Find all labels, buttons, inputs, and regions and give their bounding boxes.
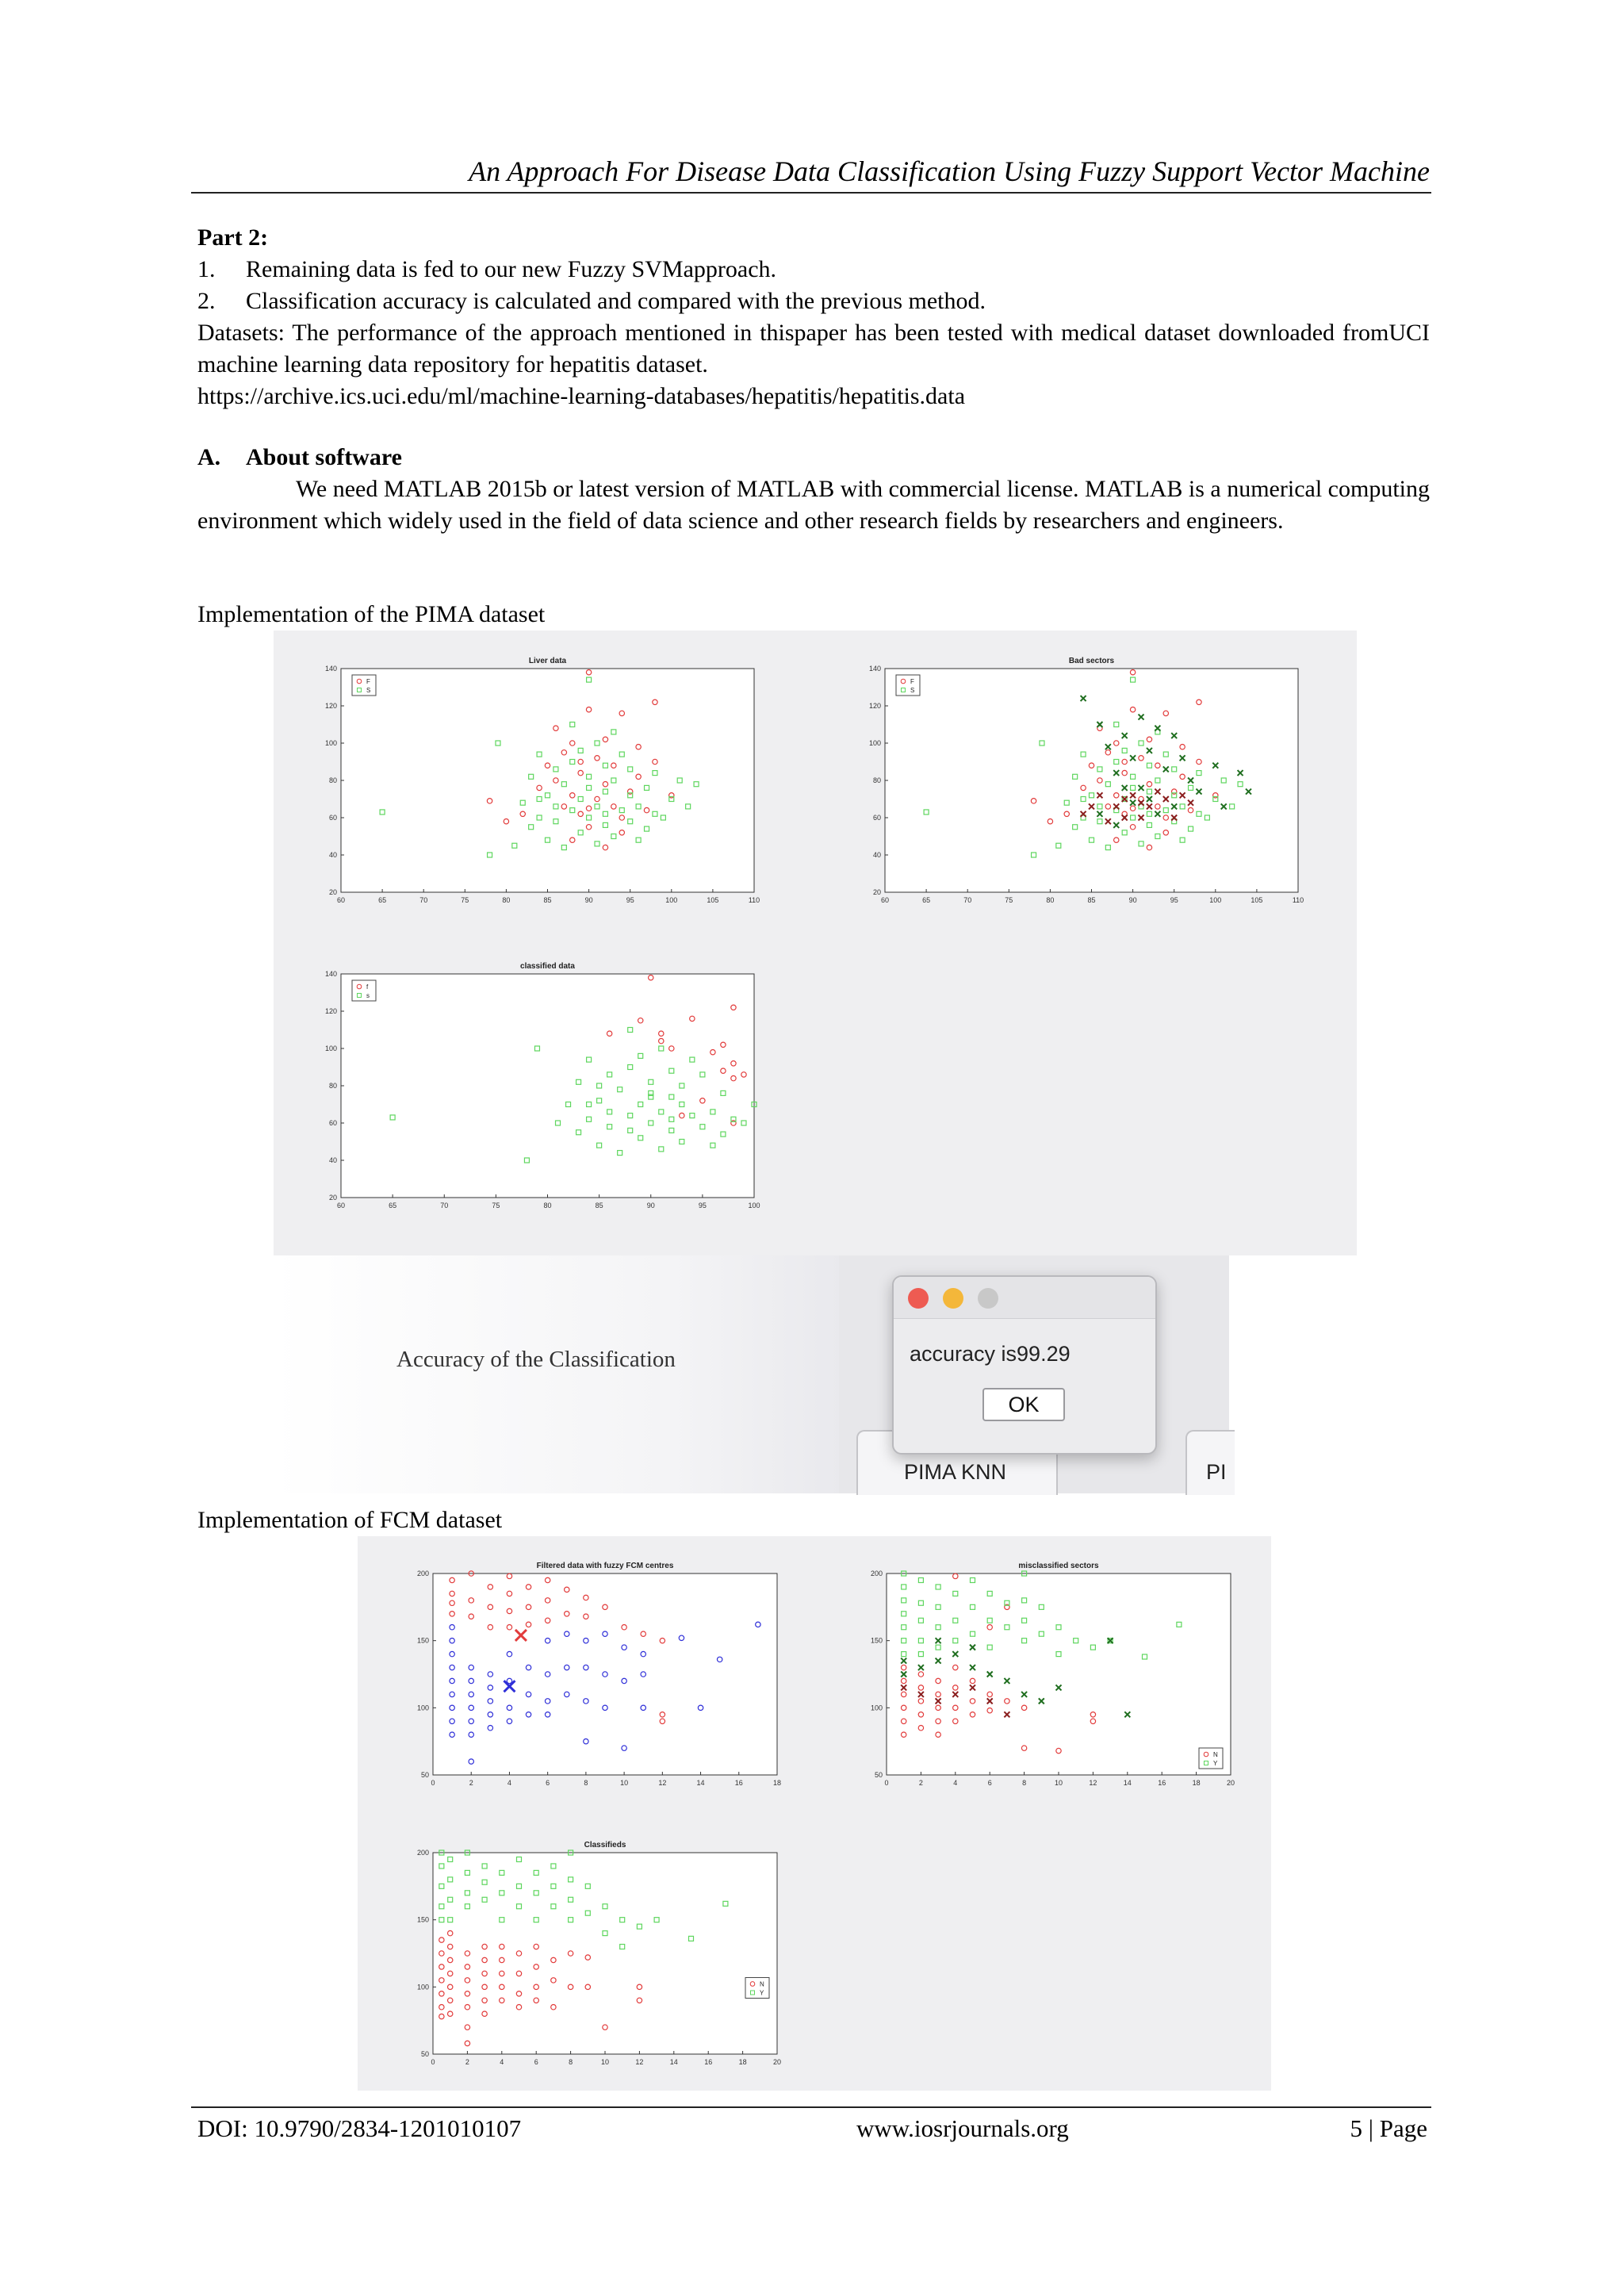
- chart-title: Classifieds: [584, 1841, 626, 1849]
- x-tick-label: 95: [698, 1202, 707, 1209]
- x-tick-label: 65: [378, 896, 387, 904]
- plot-area: [433, 1853, 777, 2054]
- pima-charts: [274, 631, 1357, 1255]
- x-tick-label: 100: [748, 1202, 760, 1209]
- legend-label: f: [366, 983, 369, 991]
- x-tick-label: 70: [963, 896, 972, 904]
- legend-box: [1199, 1748, 1223, 1769]
- x-tick-label: 18: [772, 1779, 782, 1787]
- x-tick-label: 75: [492, 1202, 500, 1209]
- y-tick-label: 140: [324, 970, 337, 978]
- x-tick-label: 16: [734, 1779, 743, 1787]
- y-tick-label: 50: [420, 1771, 429, 1779]
- legend-label: N: [760, 1980, 764, 1988]
- y-tick-label: 20: [328, 888, 337, 896]
- legend-box: [352, 675, 376, 696]
- chart-title: Liver data: [528, 657, 567, 665]
- close-icon[interactable]: [908, 1288, 929, 1309]
- y-tick-label: 100: [416, 1983, 429, 1991]
- legend-label: F: [910, 678, 914, 685]
- x-tick-label: 70: [440, 1202, 449, 1209]
- part2-heading: Part 2:: [197, 224, 269, 251]
- y-tick-label: 40: [328, 851, 337, 859]
- software-paragraph: We need MATLAB 2015b or latest version of MATLAB with commercial license. MATLAB is a numerical computing environment which widely used in the field of data science and other research fields by researchers and engineers.: [197, 476, 1430, 534]
- y-tick-label: 200: [870, 1570, 883, 1577]
- x-tick-label: 12: [1089, 1779, 1097, 1787]
- x-tick-label: 18: [738, 2058, 747, 2066]
- x-tick-label: 2: [469, 1779, 473, 1787]
- accuracy-panel: [274, 1255, 1229, 1493]
- x-tick-label: 10: [620, 1779, 629, 1787]
- x-tick-label: 80: [543, 1202, 552, 1209]
- plot-area: [885, 669, 1298, 892]
- part2-item-2-text: Classification accuracy is calculated and compared with the previous method.: [246, 288, 986, 314]
- chart-title: classified data: [520, 962, 575, 971]
- tab-pi[interactable]: [1185, 1430, 1235, 1495]
- x-tick-label: 10: [1054, 1779, 1063, 1787]
- pima-figure: [274, 631, 1357, 1255]
- accuracy-backdrop: [274, 1255, 841, 1493]
- x-tick-label: 85: [595, 1202, 603, 1209]
- x-tick-label: 14: [669, 2058, 678, 2066]
- tab-pi-label: PI: [1206, 1460, 1227, 1484]
- x-tick-label: 12: [658, 1779, 667, 1787]
- legend-label: S: [366, 687, 371, 694]
- footer-doi: DOI: 10.9790/2834-1201010107: [197, 2114, 522, 2142]
- y-tick-label: 140: [324, 665, 337, 673]
- x-tick-label: 12: [635, 2058, 644, 2066]
- y-tick-label: 200: [416, 1849, 429, 1857]
- y-tick-label: 40: [872, 851, 881, 859]
- chart-4: [871, 1562, 1235, 1787]
- y-tick-label: 100: [868, 739, 881, 747]
- legend-box: [896, 675, 920, 696]
- y-tick-label: 50: [420, 2050, 429, 2058]
- x-tick-label: 20: [772, 2058, 782, 2066]
- plot-area: [887, 1573, 1231, 1775]
- x-tick-label: 14: [1123, 1779, 1132, 1787]
- part2-item-1-text: Remaining data is fed to our new Fuzzy SVMapproach.: [246, 256, 777, 282]
- legend-label: S: [910, 687, 915, 694]
- y-tick-label: 60: [328, 814, 337, 822]
- y-tick-label: 100: [324, 739, 337, 747]
- datasets-paragraph: Datasets: The performance of the approach mentioned in thispaper has been tested with medical dataset downloaded fromUCI machine learning data repository for hepatitis dataset.: [197, 320, 1430, 378]
- y-tick-label: 100: [870, 1704, 883, 1712]
- y-tick-label: 150: [870, 1636, 883, 1645]
- legend-box: [745, 1977, 769, 1998]
- chart-title: Filtered data with fuzzy FCM centres: [536, 1562, 674, 1570]
- x-tick-label: 100: [665, 896, 678, 904]
- legend-label: N: [1213, 1751, 1218, 1758]
- x-tick-label: 0: [884, 1779, 889, 1787]
- x-tick-label: 4: [507, 1779, 511, 1787]
- y-tick-label: 80: [328, 1082, 337, 1090]
- y-tick-label: 60: [328, 1119, 337, 1127]
- fcm-caption: Implementation of FCM dataset: [197, 1507, 503, 1533]
- x-tick-label: 0: [431, 1779, 435, 1787]
- legend-label: Y: [1213, 1760, 1218, 1767]
- dialog-message: accuracy is99.29: [910, 1342, 1071, 1366]
- chart-1: [869, 657, 1304, 904]
- fcm-charts: [358, 1536, 1271, 2091]
- x-tick-label: 8: [584, 1779, 588, 1787]
- y-tick-label: 80: [872, 776, 881, 784]
- x-tick-label: 65: [922, 896, 931, 904]
- accuracy-dialog: [892, 1275, 1157, 1455]
- x-tick-label: 4: [500, 2058, 504, 2066]
- fcm-figure: [358, 1536, 1271, 2091]
- header-rule: [191, 192, 1431, 194]
- y-tick-label: 100: [324, 1045, 337, 1052]
- x-tick-label: 90: [584, 896, 593, 904]
- chart-title: Bad sectors: [1068, 657, 1115, 665]
- tab-pima-knn-label: PIMA KNN: [904, 1460, 1007, 1484]
- legend-label: F: [366, 678, 370, 685]
- legend-label: Y: [760, 1989, 764, 1997]
- chart-3: [417, 1562, 781, 1787]
- y-tick-label: 20: [872, 888, 881, 896]
- x-tick-label: 75: [461, 896, 469, 904]
- zoom-icon[interactable]: [978, 1288, 998, 1309]
- software-heading: About software: [246, 444, 402, 470]
- y-tick-label: 50: [874, 1771, 883, 1779]
- y-tick-label: 100: [416, 1704, 429, 1712]
- x-tick-label: 8: [1022, 1779, 1027, 1787]
- x-tick-label: 6: [534, 2058, 538, 2066]
- ok-button[interactable]: OK: [982, 1388, 1065, 1421]
- x-tick-label: 90: [646, 1202, 655, 1209]
- y-tick-label: 80: [328, 776, 337, 784]
- dataset-url[interactable]: https://archive.ics.uci.edu/ml/machine-learning-databases/hepatitis/hepatitis.data: [197, 383, 966, 409]
- chart-5: [417, 1841, 781, 2066]
- x-tick-label: 10: [600, 2058, 610, 2066]
- chart-title: misclassified sectors: [1018, 1562, 1099, 1570]
- footer-rule: [191, 2106, 1431, 2108]
- x-tick-label: 100: [1209, 896, 1222, 904]
- pima-caption: Implementation of the PIMA dataset: [197, 601, 546, 627]
- legend-label: s: [366, 992, 370, 999]
- part2-item-2-num: 2.: [197, 288, 216, 314]
- x-tick-label: 90: [1128, 896, 1137, 904]
- y-tick-label: 60: [872, 814, 881, 822]
- x-tick-label: 14: [696, 1779, 705, 1787]
- y-tick-label: 120: [324, 1007, 337, 1015]
- x-tick-label: 80: [1046, 896, 1055, 904]
- x-tick-label: 0: [431, 2058, 435, 2066]
- x-tick-label: 16: [1158, 1779, 1166, 1787]
- chart-2: [325, 962, 760, 1209]
- x-tick-label: 95: [626, 896, 634, 904]
- x-tick-label: 105: [1251, 896, 1263, 904]
- accuracy-caption: Accuracy of the Classification: [396, 1347, 676, 1372]
- plot-area: [341, 669, 754, 892]
- software-heading-num: A.: [197, 444, 221, 470]
- x-tick-label: 105: [707, 896, 719, 904]
- running-title: An Approach For Disease Data Classification Using Fuzzy Support Vector Machine: [469, 155, 1430, 187]
- y-tick-label: 20: [328, 1194, 337, 1202]
- x-tick-label: 16: [704, 2058, 713, 2066]
- plot-area: [341, 974, 754, 1198]
- part2-item-1-num: 1.: [197, 256, 216, 282]
- y-tick-label: 120: [324, 702, 337, 710]
- x-tick-label: 60: [336, 896, 346, 904]
- x-tick-label: 2: [465, 2058, 469, 2066]
- x-tick-label: 60: [336, 1202, 346, 1209]
- x-tick-label: 110: [748, 896, 760, 904]
- x-tick-label: 20: [1226, 1779, 1235, 1787]
- y-tick-label: 150: [416, 1915, 429, 1924]
- x-tick-label: 2: [918, 1779, 923, 1787]
- y-tick-label: 40: [328, 1156, 337, 1164]
- x-tick-label: 80: [502, 896, 511, 904]
- x-tick-label: 85: [543, 896, 552, 904]
- x-tick-label: 95: [1170, 896, 1178, 904]
- x-tick-label: 18: [1192, 1779, 1201, 1787]
- x-tick-label: 70: [419, 896, 428, 904]
- x-tick-label: 4: [953, 1779, 958, 1787]
- footer-page: 5 | Page: [1350, 2114, 1427, 2142]
- y-tick-label: 200: [416, 1570, 429, 1577]
- x-tick-label: 60: [880, 896, 890, 904]
- y-tick-label: 150: [416, 1636, 429, 1645]
- legend-box: [352, 980, 376, 1001]
- minimize-icon[interactable]: [943, 1288, 963, 1309]
- x-tick-label: 6: [546, 1779, 550, 1787]
- plot-area: [433, 1573, 777, 1775]
- chart-0: [325, 657, 760, 904]
- x-tick-label: 75: [1005, 896, 1013, 904]
- x-tick-label: 6: [987, 1779, 992, 1787]
- dialog-titlebar: [894, 1277, 1155, 1319]
- x-tick-label: 8: [569, 2058, 573, 2066]
- footer-site[interactable]: www.iosrjournals.org: [856, 2114, 1069, 2142]
- x-tick-label: 110: [1292, 896, 1304, 904]
- y-tick-label: 120: [868, 702, 881, 710]
- x-tick-label: 85: [1087, 896, 1096, 904]
- x-tick-label: 65: [389, 1202, 397, 1209]
- y-tick-label: 140: [868, 665, 881, 673]
